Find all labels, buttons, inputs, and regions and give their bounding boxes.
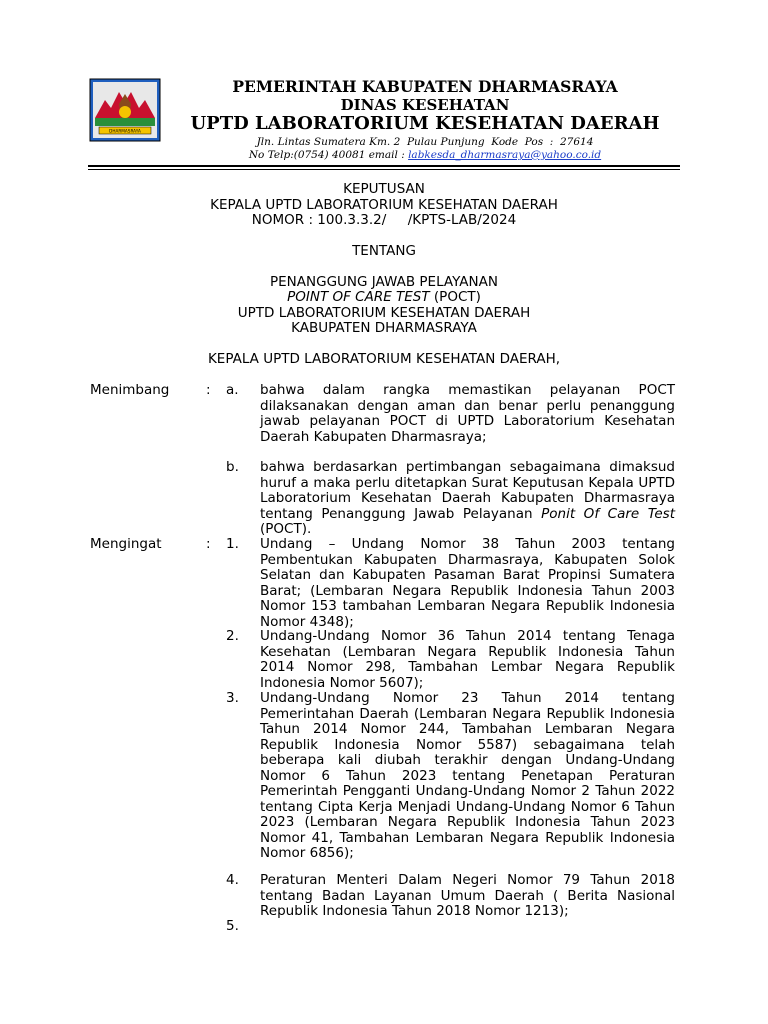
about-heading: TENTANG bbox=[352, 243, 416, 259]
logo-label: DHARMASRAYA bbox=[109, 128, 141, 134]
header-rule-thick bbox=[88, 165, 680, 167]
regency-emblem-icon bbox=[89, 78, 161, 142]
mengingat-2-num: 2. bbox=[226, 628, 239, 644]
menimbang-b-end: (POCT). bbox=[260, 521, 312, 537]
address: Jln. Lintas Sumatera Km. 2 Pulau Punjung Kode Pos : 27614 bbox=[256, 136, 594, 148]
subject-line-2 bbox=[90, 290, 678, 306]
contact-line bbox=[180, 149, 670, 162]
menimbang-b-italic: Ponit Of Care Test bbox=[541, 505, 675, 522]
phone-text: No Telp:(0754) 40081 email : bbox=[248, 149, 409, 161]
mengingat-label: Mengingat bbox=[90, 536, 162, 552]
mengingat-1-num: 1. bbox=[226, 536, 239, 552]
subject-line-4: KABUPATEN DHARMASRAYA bbox=[291, 320, 477, 336]
email-link[interactable]: labkesda_dharmasraya@yahoo.co.id bbox=[408, 149, 602, 161]
issuer-line: KEPALA UPTD LABORATORIUM KESEHATAN DAERAH, bbox=[207, 351, 561, 367]
government-name: PEMERINTAH KABUPATEN DHARMASRAYA bbox=[232, 77, 618, 96]
menimbang-label: Menimbang bbox=[90, 382, 170, 398]
subject-line-3: UPTD LABORATORIUM KESEHATAN DAERAH bbox=[237, 305, 531, 321]
decree-heading: KEPUTUSAN bbox=[343, 181, 425, 197]
mengingat-4-num: 4. bbox=[226, 872, 239, 888]
mengingat-3-text: Undang-Undang Nomor 23 Tahun 2014 tentang Pemerintahan Daerah (Lembaran Negara Republik Indonesia Tahun 2014 Nomor 244, Tambahan Lembaran Negara Republik Indonesia Nomor 5587) sebagaimana telah beberapa kali diubah terakhir dengan Undang-Undang Nomor 6 Tahun 2023 tentang Penetapan Peraturan Pemerintah Pengganti Undang-Undang Nomor 2 Tahun 2022 tentang Cipta Kerja Menjadi Undang-Undang Nomor 6 Tahun 2023 (Lembaran Negara Republik Indonesia Tahun 2023 Nomor 41, Tambahan Lembaran Negara Republik Indonesia Nomor 6856); bbox=[260, 690, 675, 861]
poct-italic: POINT OF CARE TEST bbox=[287, 289, 430, 305]
poct-abbr: (POCT) bbox=[429, 289, 481, 305]
menimbang-a-text: bahwa dalam rangka memastikan pelayanan POCT dilaksanakan dengan aman dan benar perlu penanggung jawab pelayanan POCT di UPTD Laboratorium Kesehatan Daerah Kabupaten Dharmasraya; bbox=[260, 382, 675, 445]
menimbang-a-num: a. bbox=[226, 382, 239, 398]
decree-number: NOMOR : 100.3.3.2/ /KPTS-LAB/2024 bbox=[251, 212, 517, 228]
institution-name: UPTD LABORATORIUM KESEHATAN DAERAH bbox=[190, 113, 660, 134]
mengingat-1-text: Undang – Undang Nomor 38 Tahun 2003 tentang Pembentukan Kabupaten Dharmasraya, Kabupaten Solok Selatan dan Kabupaten Pasaman Barat Propinsi Sumatera Barat; (Lembaran Negara Republik Indonesia Tahun 2003 Nomor 153 tambahan Lembaran Negara Republik Indonesia Nomor 4348); bbox=[260, 536, 675, 630]
menimbang-b-main: bahwa berdasarkan pertimbangan sebagaimana dimaksud huruf a maka perlu ditetapkan Surat Keputusan Kepala UPTD Laboratorium Kesehatan Daerah Kabupaten Dharmasraya tentang Penanggung Jawab Pelayanan bbox=[260, 459, 675, 522]
department-name: DINAS KESEHATAN bbox=[340, 96, 510, 114]
letterhead bbox=[0, 0, 768, 170]
menimbang-b-num: b. bbox=[226, 459, 239, 475]
menimbang-colon: : bbox=[206, 382, 211, 398]
header-rule-thin bbox=[88, 169, 680, 170]
mengingat-4-text: Peraturan Menteri Dalam Negeri Nomor 79 Tahun 2018 tentang Badan Layanan Umum Daerah ( Berita Nasional Republik Indonesia Tahun 2018 Nomor 1213); bbox=[260, 872, 675, 919]
mengingat-5-num: 5. bbox=[226, 918, 239, 934]
decree-issuer: KEPALA UPTD LABORATORIUM KESEHATAN DAERAH bbox=[210, 197, 558, 213]
mengingat-2-text: Undang-Undang Nomor 36 Tahun 2014 tentang Tenaga Kesehatan (Lembaran Negara Republik Indonesia Tahun 2014 Nomor 298, Tambahan Lembar Negara Republik Indonesia Nomor 5607); bbox=[260, 628, 675, 691]
mengingat-3-num: 3. bbox=[226, 690, 239, 706]
menimbang-b-text bbox=[260, 460, 675, 538]
subject-line-1: PENANGGUNG JAWAB PELAYANAN bbox=[270, 274, 498, 290]
mengingat-colon: : bbox=[206, 536, 211, 552]
